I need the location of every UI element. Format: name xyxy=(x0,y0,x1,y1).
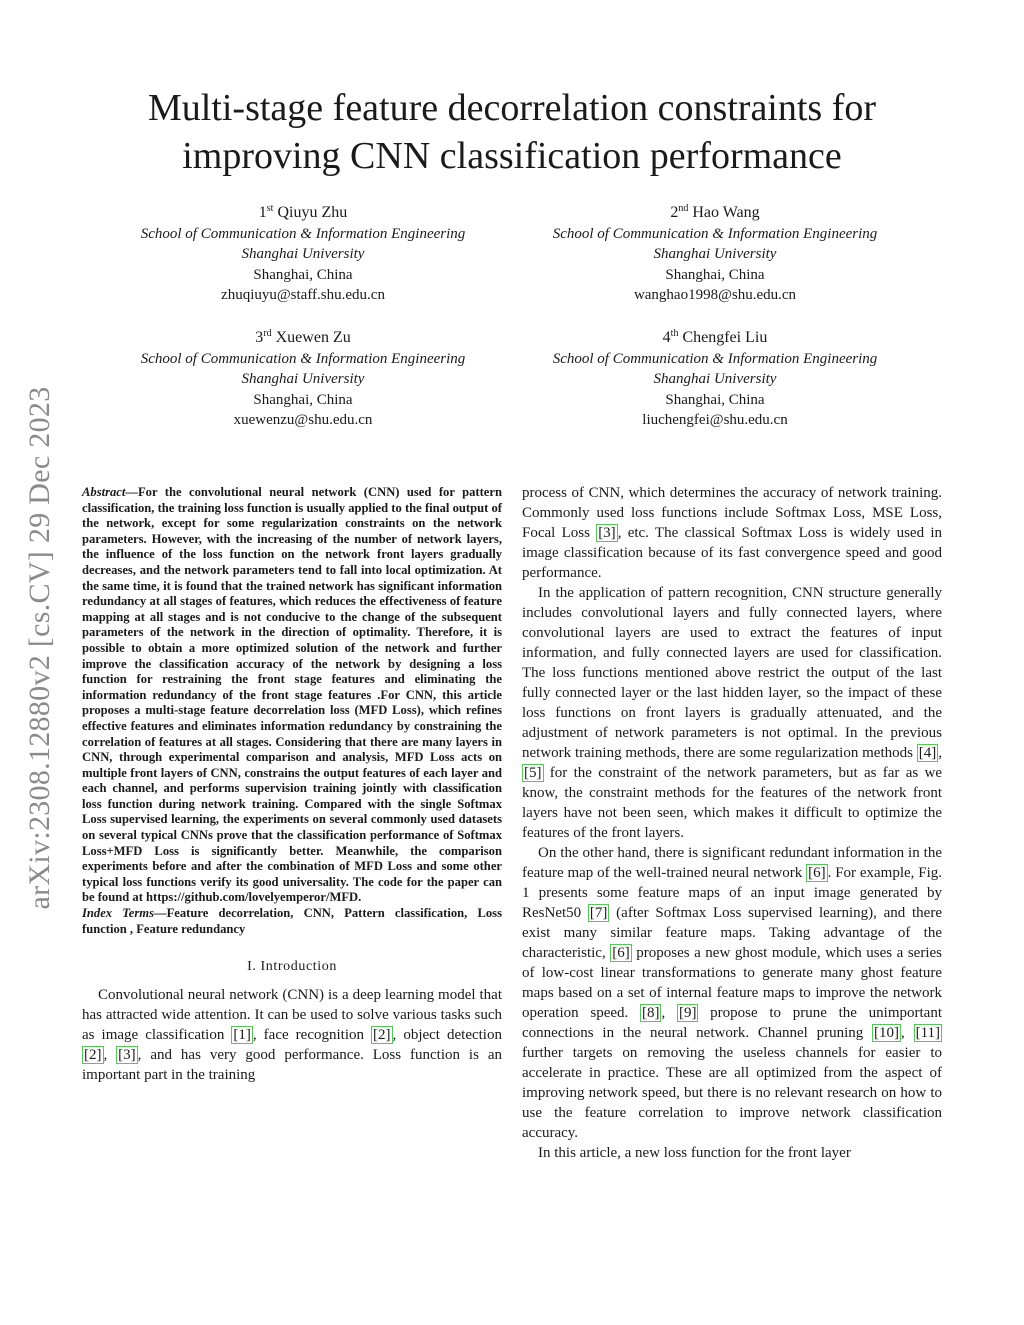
citation-link[interactable]: [2] xyxy=(84,1047,102,1064)
author-location: Shanghai, China xyxy=(253,266,353,283)
arxiv-id: arXiv:2308.12880v2 [cs.CV] 29 Dec 2023 xyxy=(23,386,56,909)
citation-link[interactable]: [2] xyxy=(373,1027,391,1044)
citation-link[interactable]: [11] xyxy=(915,1025,941,1041)
right-column xyxy=(522,483,942,1163)
arxiv-sidebar xyxy=(16,350,64,945)
author-name-line: 4th Chengfei Liu xyxy=(662,328,768,346)
author-block xyxy=(98,203,508,306)
author-block xyxy=(510,328,920,431)
author-affiliation: School of Communication & Information Engineering xyxy=(140,225,466,242)
abstract-label: Abstract xyxy=(82,485,126,499)
citation-link[interactable]: [3] xyxy=(598,525,616,541)
body-paragraph: process of CNN, which determines the accuracy of network training. Commonly used loss functions include Softmax Loss, MSE Loss, Focal Loss [3] , etc. The classical Softmax Loss is widely used in image classification because of its fast convergence speed and good performance. xyxy=(522,485,942,581)
author-email: wanghao1998@shu.edu.cn xyxy=(633,287,797,303)
author-university: Shanghai University xyxy=(241,246,365,262)
author-affiliation: School of Communication & Information Engineering xyxy=(140,350,466,367)
citation-link[interactable]: [5] xyxy=(524,765,542,781)
body-paragraph: In the application of pattern recognition, CNN structure generally includes convolutional layers and fully connected layers, where convolutional layers are used to extract the features of input information, and fully connected layers are used for classification. The loss functions mentioned above restrict the output of the last fully connected layer or the last hidden layer, so the impact of these loss functions on front layers is gradually attenuated, and the adjustment of network parameters is not optimal. In the previous network training methods, there are some regularization methods [4] , [5] for the constraint of the network parameters, but as far as we know, the constraint methods for the features of the network front layers have not been seen, which makes it difficult to optimize the features of the front layers. xyxy=(522,585,942,841)
author-email: zhuqiuyu@staff.shu.edu.cn xyxy=(221,287,385,303)
intro-paragraph: Convolutional neural network (CNN) is a deep learning model that has attracted wide attention. It can be used to solve various tasks such as image classification [1] , face recognition [2] , object detection [2] , [3] , and has very good performance. Loss function is an important part in the training xyxy=(82,987,503,1084)
abstract xyxy=(82,485,502,906)
citation-link[interactable]: [4] xyxy=(918,745,937,761)
author-affiliation: School of Communication & Information Engineering xyxy=(552,350,878,367)
section-heading: I. Introduction xyxy=(247,959,337,975)
paper-title xyxy=(90,84,934,180)
citation-link[interactable]: [9] xyxy=(678,1005,697,1021)
author-university: Shanghai University xyxy=(653,246,777,262)
author-name-line: 1st Qiuyu Zhu xyxy=(258,203,348,221)
citation-link[interactable]: [7] xyxy=(589,905,608,921)
author-block xyxy=(510,203,920,306)
citation-link[interactable]: [8] xyxy=(641,1005,660,1021)
index-terms-text: —Feature decorrelation, CNN, Pattern classification, Loss function , Feature redundancy xyxy=(82,906,502,936)
index-terms xyxy=(82,906,502,937)
citation-link[interactable]: [3] xyxy=(118,1047,136,1064)
abstract-text: —For the convolutional neural network (CNN) used for pattern classification, the training loss function is usually applied to the final output of the network, except for some regularization constraints on the network parameters. However, with the increasing of the number of network layers, the influence of the loss function on the network front layers gradually decreases, and the network parameters tend to fall into local optimization. At the same time, it is found that the trained network has significant information redundancy at all stages of features, which reduces the effectiveness of feature mapping at all stages and is not conducive to the change of the subsequent parameters of the network in the direction of optimality. Therefore, it is possible to obtain a more optimized solution of the network and further improve the classification accuracy of the network by designing a loss function for restraining the front stage features and eliminating the information redundancy of the front stage features .For CNN, this article proposes a multi-stage feature decorrelation loss (MFD Loss), which refines effective features and eliminates information redundancy by constraining the correlation of features at all stages. Considering that there are many layers in CNN, through experimental comparison and analysis, MFD Loss acts on multiple front layers of CNN, constrains the output features of each layer and each channel, and performs supervision training jointly with classification loss function during network training. Compared with the single Softmax Loss supervised learning, the experiments on several commonly used datasets on several typical CNNs prove that the classification performance of Softmax Loss+MFD Loss is significantly better. Meanwhile, the comparison experiments before and after the combination of MFD Loss and some other typical loss functions verify its good universality. The code for the paper can be found at https://github.com/lovelyemperor/MFD. xyxy=(82,485,502,905)
author-name: Chengfei Liu xyxy=(682,329,768,346)
author-name: Qiuyu Zhu xyxy=(277,204,348,221)
body-paragraph: In this article, a new loss function for the front layer xyxy=(538,1145,851,1161)
author-location: Shanghai, China xyxy=(665,266,765,283)
author-location: Shanghai, China xyxy=(665,391,765,408)
author-name-line: 2nd Hao Wang xyxy=(670,203,760,221)
author-university: Shanghai University xyxy=(653,371,777,387)
author-name: Hao Wang xyxy=(692,204,760,221)
author-location: Shanghai, China xyxy=(253,391,353,408)
citation-link[interactable]: [10] xyxy=(874,1025,900,1041)
left-column xyxy=(82,485,502,1085)
index-terms-label: Index Terms xyxy=(82,906,154,921)
title-line-1: Multi-stage feature decorrelation constraints for xyxy=(147,87,877,129)
title-line-2: improving CNN classification performance xyxy=(182,135,842,177)
citation-link[interactable]: [1] xyxy=(233,1027,251,1044)
author-affiliation: School of Communication & Information Engineering xyxy=(552,225,878,242)
author-name: Xuewen Zu xyxy=(275,329,351,346)
author-name-line: 3rd Xuewen Zu xyxy=(255,328,351,346)
author-block xyxy=(98,328,508,431)
citation-link[interactable]: [6] xyxy=(612,945,630,961)
author-university: Shanghai University xyxy=(241,371,365,387)
author-email: liuchengfei@shu.edu.cn xyxy=(642,412,788,428)
body-paragraph: On the other hand, there is significant redundant information in the feature map of the well-trained neural network [6] . For example, Fig. 1 presents some feature maps of an input image generated by ResNet50 [7] (after Softmax Loss supervised learning), and there exist many similar feature maps. Taking advantage of the characteristic, [6] proposes a new ghost module, which uses a series of low-cost linear transformations to generate many ghost feature maps based on a set of internal feature maps to improve the network operation speed. [8] , [9] propose to prune the unimportant connections in the neural network. Channel pruning [10] , [11] further targets on removing the useless channels for easier to accelerate in practice. These are all optimized from the aspect of improving network speed, but there is no relevant research on how to use the feature correlation to improve network classification accuracy. xyxy=(522,845,943,1141)
citation-link[interactable]: [6] xyxy=(808,865,826,881)
author-email: xuewenzu@shu.edu.cn xyxy=(233,412,373,428)
